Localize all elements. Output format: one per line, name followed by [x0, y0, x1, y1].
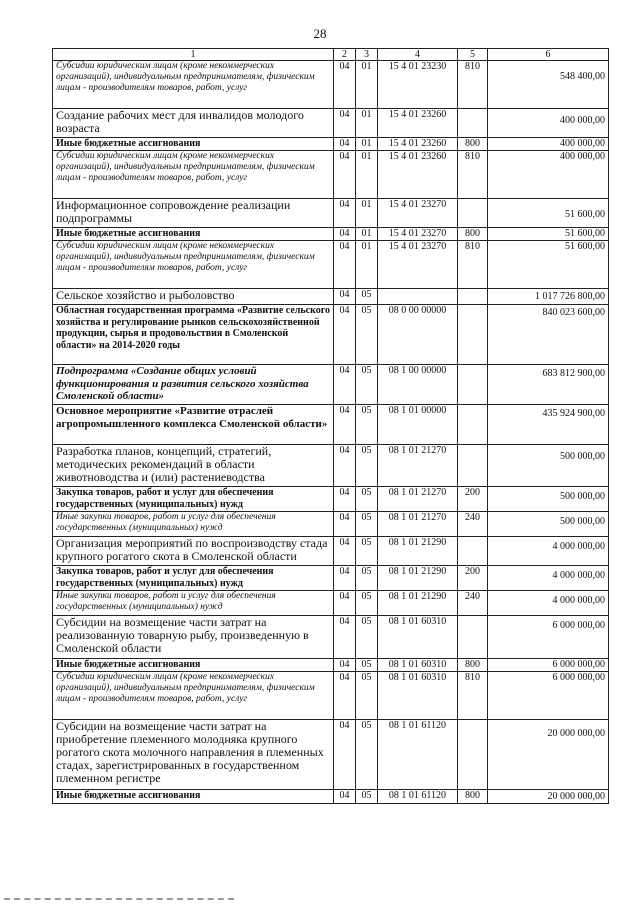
table-row: [53, 616, 609, 659]
row-subsection: 01: [356, 138, 378, 151]
row-section: 04: [334, 591, 356, 616]
table-row: [53, 659, 609, 672]
row-name: Субсидии юридическим лицам (кроме некоммерческих организаций), индивидуальным предпринимателям, физическим лицам - производителям товаров, работ, услуг: [53, 61, 334, 109]
row-subsection: 01: [356, 109, 378, 138]
row-subsection: 05: [356, 305, 378, 365]
row-amount: 400 000,00: [488, 109, 609, 138]
row-section: 04: [334, 199, 356, 228]
row-expense-type: 810: [458, 61, 488, 109]
table-row: [53, 289, 609, 305]
column-header: 3: [356, 49, 378, 61]
row-name: Закупка товаров, работ и услуг для обеспечения государственных (муниципальных) нужд: [53, 566, 334, 591]
row-subsection: 05: [356, 487, 378, 512]
row-amount: 400 000,00: [488, 138, 609, 151]
row-section: 04: [334, 405, 356, 445]
row-expense-type: 200: [458, 487, 488, 512]
row-expense-type: 800: [458, 790, 488, 804]
row-expense-type: 240: [458, 512, 488, 537]
table-row: [53, 790, 609, 804]
row-expense-type: [458, 109, 488, 138]
row-section: 04: [334, 305, 356, 365]
column-header: 2: [334, 49, 356, 61]
table-row: [53, 445, 609, 487]
row-subsection: 05: [356, 365, 378, 405]
table-row: [53, 228, 609, 241]
row-amount: 6 000 000,00: [488, 616, 609, 659]
table-row: [53, 672, 609, 720]
row-subsection: 01: [356, 61, 378, 109]
row-section: 04: [334, 487, 356, 512]
row-target-code: 15 4 01 23260: [378, 109, 458, 138]
row-target-code: 08 1 01 61120: [378, 720, 458, 790]
row-subsection: 01: [356, 228, 378, 241]
column-header: 1: [53, 49, 334, 61]
row-expense-type: 200: [458, 566, 488, 591]
row-amount: 6 000 000,00: [488, 672, 609, 720]
table-row: [53, 487, 609, 512]
row-amount: 1 017 726 800,00: [488, 289, 609, 305]
row-amount: 20 000 000,00: [488, 790, 609, 804]
row-section: 04: [334, 720, 356, 790]
table-row: [53, 241, 609, 289]
row-target-code: 08 1 01 61120: [378, 790, 458, 804]
row-target-code: 15 4 01 23270: [378, 228, 458, 241]
row-expense-type: [458, 289, 488, 305]
row-target-code: 08 1 01 60310: [378, 672, 458, 720]
row-name: Субсидии юридическим лицам (кроме некоммерческих организаций), индивидуальным предпринимателям, физическим лицам - производителям товаров, работ, услуг: [53, 241, 334, 289]
table-row: [53, 365, 609, 405]
row-target-code: 08 0 00 00000: [378, 305, 458, 365]
row-amount: 4 000 000,00: [488, 591, 609, 616]
row-name: Иные закупки товаров, работ и услуг для обеспечения государственных (муниципальных) нужд: [53, 591, 334, 616]
row-name: Создание рабочих мест для инвалидов молодого возраста: [53, 109, 334, 138]
row-target-code: 15 4 01 23260: [378, 138, 458, 151]
row-name: Областная государственная программа «Развитие сельского хозяйства и регулирование рынков сельскохозяйственной продукции, сырья и продовольствия в Смоленской области» на 2014-2020 годы: [53, 305, 334, 365]
row-name: Субсидии на возмещение части затрат на приобретение племенного молодняка крупного рогатого скота молочного направления в племенных стадах, зарегистрированных в государственном племенном регистре: [53, 720, 334, 790]
row-target-code: 08 1 00 00000: [378, 365, 458, 405]
budget-table: [52, 48, 609, 804]
row-amount: 500 000,00: [488, 512, 609, 537]
row-target-code: 15 4 01 23260: [378, 151, 458, 199]
table-row: [53, 405, 609, 445]
row-amount: 51 600,00: [488, 199, 609, 228]
row-section: 04: [334, 616, 356, 659]
row-subsection: 05: [356, 537, 378, 566]
row-subsection: 05: [356, 591, 378, 616]
row-section: 04: [334, 138, 356, 151]
row-target-code: 08 1 01 00000: [378, 405, 458, 445]
table-row: [53, 537, 609, 566]
row-name: Иные бюджетные ассигнования: [53, 790, 334, 804]
row-expense-type: [458, 720, 488, 790]
row-section: 04: [334, 512, 356, 537]
column-header: 5: [458, 49, 488, 61]
row-target-code: 08 1 01 21270: [378, 445, 458, 487]
row-section: 04: [334, 790, 356, 804]
row-amount: 51 600,00: [488, 228, 609, 241]
row-name: Иные закупки товаров, работ и услуг для обеспечения государственных (муниципальных) нужд: [53, 512, 334, 537]
row-amount: 500 000,00: [488, 487, 609, 512]
row-subsection: 05: [356, 289, 378, 305]
row-expense-type: [458, 199, 488, 228]
row-amount: 6 000 000,00: [488, 659, 609, 672]
row-name: Организация мероприятий по воспроизводству стада крупного рогатого скота в Смоленской области: [53, 537, 334, 566]
row-section: 04: [334, 672, 356, 720]
row-expense-type: 240: [458, 591, 488, 616]
row-expense-type: [458, 616, 488, 659]
row-amount: 4 000 000,00: [488, 566, 609, 591]
row-section: 04: [334, 151, 356, 199]
row-section: 04: [334, 445, 356, 487]
row-section: 04: [334, 289, 356, 305]
row-name: Субсидии на возмещение части затрат на реализованную товарную рыбу, произведенную в Смоленской области: [53, 616, 334, 659]
row-name: Подпрограмма «Создание общих условий функционирования и развития сельского хозяйства Смоленской области»: [53, 365, 334, 405]
row-name: Иные бюджетные ассигнования: [53, 228, 334, 241]
row-target-code: 08 1 01 21290: [378, 537, 458, 566]
row-expense-type: 810: [458, 151, 488, 199]
row-section: 04: [334, 228, 356, 241]
row-expense-type: [458, 537, 488, 566]
row-amount: 683 812 900,00: [488, 365, 609, 405]
row-section: 04: [334, 365, 356, 405]
row-subsection: 05: [356, 616, 378, 659]
column-header: 6: [488, 49, 609, 61]
table-row: [53, 109, 609, 138]
row-target-code: 08 1 01 21270: [378, 487, 458, 512]
row-expense-type: 800: [458, 138, 488, 151]
row-subsection: 05: [356, 512, 378, 537]
row-amount: 548 400,00: [488, 61, 609, 109]
row-target-code: 08 1 01 21290: [378, 566, 458, 591]
row-subsection: 01: [356, 199, 378, 228]
row-expense-type: 810: [458, 241, 488, 289]
row-subsection: 05: [356, 405, 378, 445]
row-name: Иные бюджетные ассигнования: [53, 138, 334, 151]
row-amount: 51 600,00: [488, 241, 609, 289]
row-section: 04: [334, 241, 356, 289]
row-subsection: 05: [356, 672, 378, 720]
row-subsection: 05: [356, 790, 378, 804]
row-expense-type: 800: [458, 228, 488, 241]
table-row: [53, 151, 609, 199]
scan-edge-artifact: [4, 898, 234, 903]
row-name: Сельское хозяйство и рыболовство: [53, 289, 334, 305]
row-amount: 20 000 000,00: [488, 720, 609, 790]
row-target-code: 08 1 01 60310: [378, 659, 458, 672]
row-expense-type: [458, 365, 488, 405]
row-amount: 500 000,00: [488, 445, 609, 487]
row-subsection: 01: [356, 151, 378, 199]
row-section: 04: [334, 61, 356, 109]
table-header-row: [53, 49, 609, 61]
row-section: 04: [334, 109, 356, 138]
column-header: 4: [378, 49, 458, 61]
row-name: Иные бюджетные ассигнования: [53, 659, 334, 672]
row-subsection: 05: [356, 566, 378, 591]
table-row: [53, 512, 609, 537]
row-target-code: [378, 289, 458, 305]
row-amount: 435 924 900,00: [488, 405, 609, 445]
page-number: 28: [313, 26, 327, 41]
row-expense-type: [458, 305, 488, 365]
row-target-code: 15 4 01 23230: [378, 61, 458, 109]
row-target-code: 15 4 01 23270: [378, 241, 458, 289]
row-name: Разработка планов, концепций, стратегий, методических рекомендаций в области животноводства и (или) растениеводства: [53, 445, 334, 487]
row-expense-type: 800: [458, 659, 488, 672]
row-subsection: 05: [356, 659, 378, 672]
table-row: [53, 591, 609, 616]
row-target-code: 08 1 01 60310: [378, 616, 458, 659]
row-section: 04: [334, 537, 356, 566]
row-subsection: 05: [356, 445, 378, 487]
row-name: Субсидии юридическим лицам (кроме некоммерческих организаций), индивидуальным предпринимателям, физическим лицам - производителям товаров, работ, услуг: [53, 151, 334, 199]
row-section: 04: [334, 659, 356, 672]
row-expense-type: [458, 405, 488, 445]
row-target-code: 15 4 01 23270: [378, 199, 458, 228]
table-row: [53, 305, 609, 365]
table-row: [53, 566, 609, 591]
row-name: Субсидии юридическим лицам (кроме некоммерческих организаций), индивидуальным предпринимателям, физическим лицам - производителям товаров, работ, услуг: [53, 672, 334, 720]
row-subsection: 05: [356, 720, 378, 790]
row-subsection: 01: [356, 241, 378, 289]
row-expense-type: 810: [458, 672, 488, 720]
row-name: Закупка товаров, работ и услуг для обеспечения государственных (муниципальных) нужд: [53, 487, 334, 512]
row-name: Информационное сопровождение реализации подпрограммы: [53, 199, 334, 228]
row-expense-type: [458, 445, 488, 487]
row-target-code: 08 1 01 21290: [378, 591, 458, 616]
table-row: [53, 61, 609, 109]
table-row: [53, 199, 609, 228]
row-amount: 400 000,00: [488, 151, 609, 199]
table-row: [53, 720, 609, 790]
row-amount: 840 023 600,00: [488, 305, 609, 365]
row-name: Основное мероприятие «Развитие отраслей агропромышленного комплекса Смоленской области»: [53, 405, 334, 445]
row-amount: 4 000 000,00: [488, 537, 609, 566]
row-target-code: 08 1 01 21270: [378, 512, 458, 537]
table-row: [53, 138, 609, 151]
row-section: 04: [334, 566, 356, 591]
